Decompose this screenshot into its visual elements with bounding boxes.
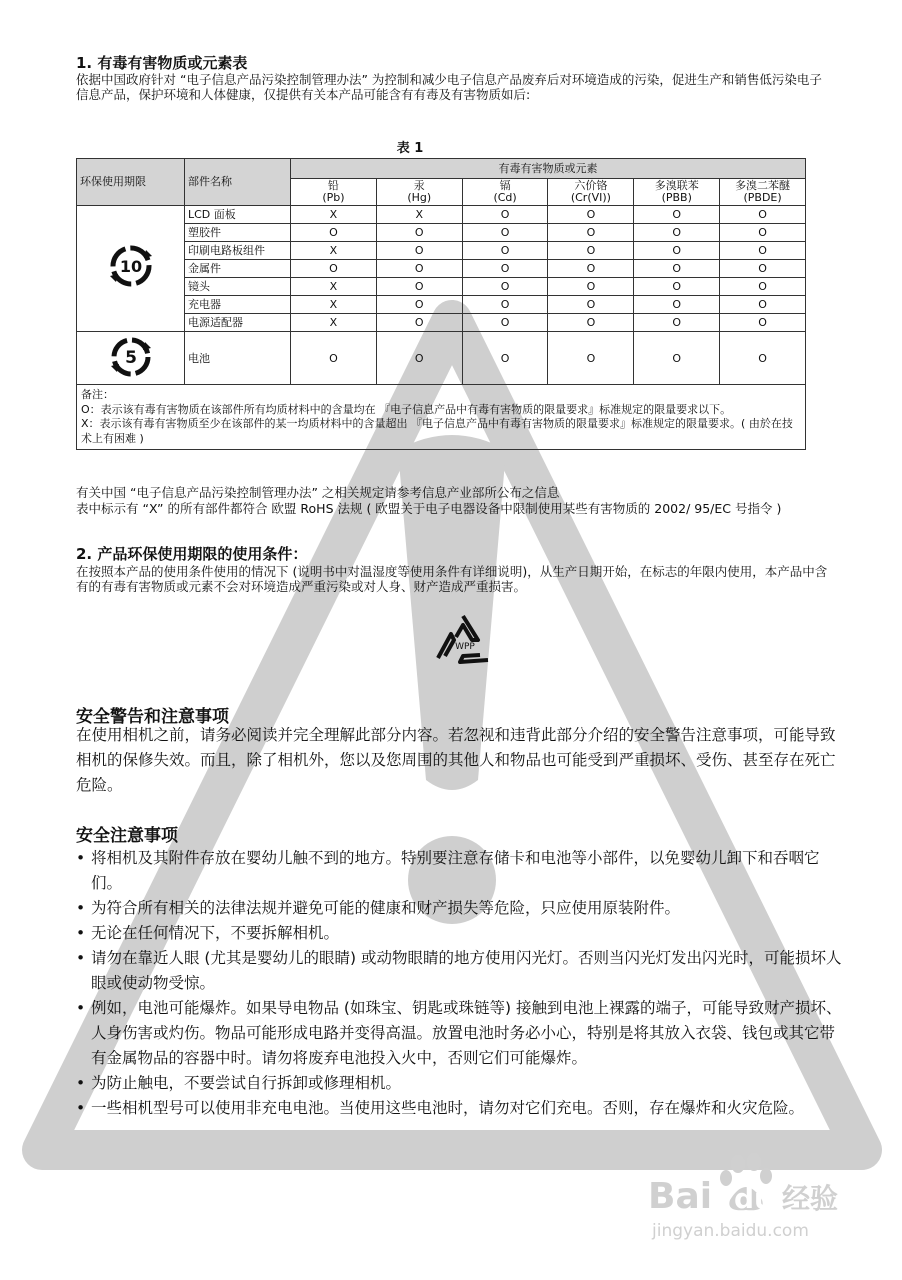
table-cell: O xyxy=(548,260,634,278)
baidu-watermark xyxy=(648,1150,858,1250)
safety-notes-title: 安全注意事项 xyxy=(76,826,178,846)
table-cell: O xyxy=(548,332,634,385)
table-cell: O xyxy=(720,296,806,314)
table-cell: O xyxy=(291,332,377,385)
table-cell: O xyxy=(462,314,548,332)
list-item-text: 例如，电池可能爆炸。如果导电物品 (如珠宝、钥匙或珠链等) 接触到电池上裸露的端子，可能导致财产损坏、人身伤害或灼伤。物品可能形成电路并变得高温。放置电池时务必小心，特别是将其放入衣袋、钱包或其它带有金属物品的容器中时。请勿将废弃电池投入火中，否则它们可能爆炸。 xyxy=(91,999,842,1067)
table-row xyxy=(77,206,806,224)
svg-text:Bai: Bai xyxy=(648,1176,713,1217)
table-caption: 表 1 xyxy=(396,141,424,156)
svg-text:jingyan.baidu.com: jingyan.baidu.com xyxy=(652,1221,809,1241)
table-cell: O xyxy=(548,224,634,242)
table-cell: O xyxy=(376,314,462,332)
table-cell: O xyxy=(376,242,462,260)
table-row xyxy=(77,224,806,242)
table-cell: O xyxy=(634,206,720,224)
substance-header-1: 汞 (Hg) xyxy=(376,179,462,206)
table-cell: O xyxy=(462,224,548,242)
table-cell: O xyxy=(462,278,548,296)
notes-label: 备注： xyxy=(81,388,114,401)
table-cell: O xyxy=(462,332,548,385)
svg-text:5: 5 xyxy=(124,347,137,368)
notes-o: O：表示该有毒有害物质在该部件所有均质材料中的含量均在 『电子信息产品中有毒有害物质的限量要求』标准规定的限量要求以下。 xyxy=(81,402,732,416)
table-cell: O xyxy=(291,260,377,278)
part-name: 塑胶件 xyxy=(185,224,291,242)
table-cell: O xyxy=(376,224,462,242)
table-cell: O xyxy=(548,206,634,224)
table-cell: O xyxy=(376,296,462,314)
list-item xyxy=(76,946,846,996)
bullet-icon: • xyxy=(76,1074,86,1092)
list-item-text: 为防止触电，不要尝试自行拆卸或修理相机。 xyxy=(91,1074,402,1092)
table-cell: O xyxy=(291,224,377,242)
section1-intro: 依据中国政府针对 “电子信息产品污染控制管理办法” 为控制和减少电子信息产品废弃后对环境造成的污染，促进生产和销售低污染电子信息产品，保护环境和人体健康，仅提供有关本产品可能含有有毒及有害物质如后: xyxy=(76,72,822,102)
table-row xyxy=(77,242,806,260)
table-cell: O xyxy=(634,314,720,332)
substance-header-5: 多溴二苯醚 (PBDE) xyxy=(720,179,806,206)
notes-x: X：表示该有毒有害物质至少在该部件的某一均质材料中的含量超出 『电子信息产品中有毒有害物质的限量要求』标准规定的限量要求。( 由於在技术上有困难 ) xyxy=(81,417,793,445)
table-cell: X xyxy=(291,206,377,224)
table-cell: O xyxy=(634,242,720,260)
hazardous-substances-table xyxy=(76,158,806,450)
section2-title: 2. 产品环保使用期限的使用条件： xyxy=(76,545,308,563)
bullet-icon: • xyxy=(76,924,86,942)
table-cell: X xyxy=(291,296,377,314)
list-item xyxy=(76,1096,846,1121)
svg-text:经验: 经验 xyxy=(782,1182,839,1215)
table-cell: O xyxy=(634,332,720,385)
table-notes xyxy=(77,385,806,450)
list-item-text: 将相机及其附件存放在婴幼儿触不到的地方。特别要注意存储卡和电池等小部件，以免婴幼儿卸下和吞咽它们。 xyxy=(91,849,820,892)
col-part-header: 部件名称 xyxy=(185,159,291,206)
table-cell: O xyxy=(634,296,720,314)
list-item xyxy=(76,1071,846,1096)
svg-text:10: 10 xyxy=(119,257,142,276)
after-table-line-1: 有关中国 “电子信息产品污染控制管理办法” 之相关规定请参考信息产业部所公布之信息 xyxy=(76,485,560,500)
table-row xyxy=(77,278,806,296)
substance-header-0: 铅 (Pb) xyxy=(291,179,377,206)
list-item xyxy=(76,921,846,946)
substance-header-2: 镉 (Cd) xyxy=(462,179,548,206)
table-cell: X xyxy=(376,206,462,224)
table-cell: O xyxy=(376,332,462,385)
list-item-text: 无论在任何情况下，不要拆解相机。 xyxy=(91,924,340,942)
list-item-text: 一些相机型号可以使用非充电电池。当使用这些电池时，请勿对它们充电。否则，存在爆炸和火灾危险。 xyxy=(91,1099,805,1117)
table-cell: O xyxy=(720,206,806,224)
col-period-header: 环保使用期限 xyxy=(77,159,185,206)
bullet-icon: • xyxy=(76,1099,86,1117)
table-cell: O xyxy=(634,224,720,242)
table-cell: O xyxy=(634,278,720,296)
part-name: LCD 面板 xyxy=(185,206,291,224)
table-cell: O xyxy=(548,242,634,260)
section1-title: 1. 有毒有害物质或元素表 xyxy=(76,54,248,72)
part-name: 电源适配器 xyxy=(185,314,291,332)
part-name: 镜头 xyxy=(185,278,291,296)
table-cell: X xyxy=(291,242,377,260)
svg-text:WPP: WPP xyxy=(455,642,475,652)
table-cell: O xyxy=(548,314,634,332)
part-name: 电池 xyxy=(185,332,291,385)
list-item-text: 为符合所有相关的法律法规并避免可能的健康和财产损失等危险，只应使用原装附件。 xyxy=(91,899,681,917)
safety-warning-body: 在使用相机之前，请务必阅读并完全理解此部分内容。若忽视和违背此部分介绍的安全警告注意事项，可能导致相机的保修失效。而且，除了相机外，您以及您周围的其他人和物品也可能受到严重损坏、受伤、甚至存在死亡危险。 xyxy=(76,726,836,794)
list-item xyxy=(76,996,846,1071)
part-name: 充电器 xyxy=(185,296,291,314)
table-cell: O xyxy=(634,260,720,278)
table-cell: X xyxy=(291,278,377,296)
table-row xyxy=(77,296,806,314)
section2-body: 在按照本产品的使用条件使用的情况下 (说明书中对温湿度等使用条件有详细说明)，从生产日期开始，在标志的年限内使用，本产品中含有的有毒有害物质或元素不会对环境造成严重污染或对人身、财产造成严重损害。 xyxy=(76,564,828,594)
table-cell: O xyxy=(720,278,806,296)
table-cell: O xyxy=(376,260,462,278)
substance-header-4: 多溴联苯 (PBB) xyxy=(634,179,720,206)
bullet-icon: • xyxy=(76,949,86,967)
table-cell: O xyxy=(720,224,806,242)
epup-5-icon xyxy=(105,334,157,380)
table-cell: O xyxy=(548,278,634,296)
table-cell: O xyxy=(720,332,806,385)
wpp-recycle-icon xyxy=(432,612,494,670)
table-cell: O xyxy=(462,206,548,224)
safety-warning-title: 安全警告和注意事项 xyxy=(76,707,229,727)
table-row xyxy=(77,314,806,332)
list-item xyxy=(76,846,846,896)
substance-group-header: 有毒有害物质或元素 xyxy=(291,159,806,179)
table-cell: O xyxy=(376,278,462,296)
bullet-icon: • xyxy=(76,899,86,917)
table-cell: O xyxy=(720,314,806,332)
list-item-text: 请勿在靠近人眼 (尤其是婴幼儿的眼睛) 或动物眼睛的地方使用闪光灯。否则当闪光灯发出闪光时，可能损坏人眼或使动物受惊。 xyxy=(91,949,842,992)
epup-10-icon xyxy=(104,242,158,290)
period-5-cell xyxy=(77,332,185,385)
substance-header-3: 六价铬 (Cr(VI)) xyxy=(548,179,634,206)
table-cell: O xyxy=(548,296,634,314)
table-row-battery xyxy=(77,332,806,385)
table-cell: O xyxy=(462,296,548,314)
after-table-line-2: 表中标示有 “X” 的所有部件都符合 欧盟 RoHS 法规 ( 欧盟关于电子电器设备中限制使用某些有害物质的 2002/ 95/EC 号指令 ) xyxy=(76,501,782,516)
list-item xyxy=(76,896,846,921)
part-name: 金属件 xyxy=(185,260,291,278)
table-cell: O xyxy=(720,242,806,260)
svg-text:du: du xyxy=(734,1182,774,1215)
table-cell: X xyxy=(291,314,377,332)
table-cell: O xyxy=(462,260,548,278)
period-10-cell xyxy=(77,206,185,332)
part-name: 印刷电路板组件 xyxy=(185,242,291,260)
bullet-icon: • xyxy=(76,849,86,867)
bullet-icon: • xyxy=(76,999,86,1017)
table-row xyxy=(77,260,806,278)
table-cell: O xyxy=(720,260,806,278)
table-cell: O xyxy=(462,242,548,260)
safety-notes-list xyxy=(76,846,846,1121)
